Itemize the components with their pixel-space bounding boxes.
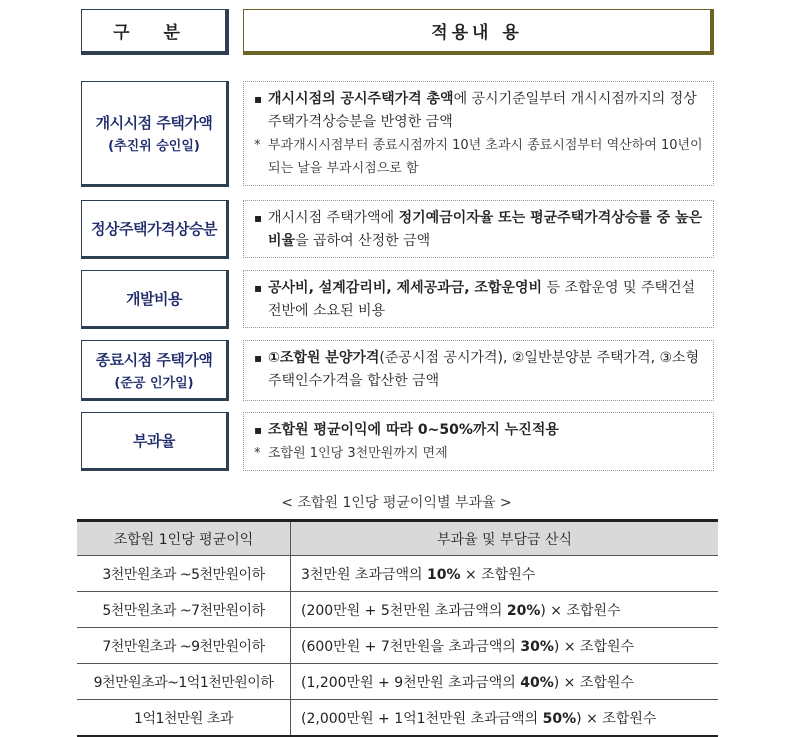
- rate-percent: 20%: [506, 602, 541, 619]
- rate-percent: 30%: [520, 638, 554, 655]
- table-row: [77, 664, 718, 700]
- formula-cell: [291, 700, 719, 737]
- row-content-levy-rate: [243, 412, 714, 471]
- row-content-start-value: [243, 81, 714, 186]
- levy-rate-table: [77, 519, 718, 737]
- row-label-normal-increase: [81, 200, 229, 259]
- note-line: [254, 442, 705, 465]
- rate-percent: 50%: [542, 710, 577, 727]
- row-label-main: 개시시점 주택가액: [95, 114, 213, 132]
- emphasis-text: 개시시점의 공시주택가격 총액: [268, 91, 454, 107]
- line-text: [268, 347, 705, 393]
- plain-text: 을 곱하여 산정한 금액: [295, 233, 431, 249]
- emphasis-text: ①조합원 분양가격: [268, 350, 380, 366]
- asterisk-marker: *: [254, 446, 261, 461]
- row-label-main: 정상주택가격상승분: [91, 220, 217, 238]
- formula-cell: [291, 556, 719, 592]
- line-text: [268, 419, 705, 442]
- note-line: [254, 134, 705, 180]
- bullet-line: [254, 277, 705, 323]
- plain-text: 부과개시시점부터 종료시점까지 10년 초과시 종료시점부터 역산하여 10년이 되는 날을 부과시점으로 함: [268, 138, 703, 176]
- row-label-main: 종료시점 주택가액: [95, 350, 213, 369]
- profit-range-cell: 7천만원초과 ~9천만원이하: [77, 628, 291, 664]
- row-content-normal-increase: [243, 200, 714, 258]
- plain-text: (준공시점 공시가격), ②일반분양분 주택가격, ③소형주택인수가격을 합산한 금액: [268, 350, 700, 389]
- table-row: [77, 700, 718, 737]
- table-header-row: [77, 521, 718, 556]
- profit-range-cell: 9천만원초과~1억1천만원이하: [77, 664, 291, 700]
- square-bullet-icon: ▪: [254, 92, 263, 106]
- column-header-profit: 조합원 1인당 평균이익: [77, 521, 291, 556]
- row-label-development-cost: [81, 270, 229, 329]
- row-label-sub: (추진위 승인일): [108, 139, 200, 154]
- formula-text: ) × 조합원수: [553, 638, 635, 655]
- formula-text: (600만원 + 7천만원을 초과금액의: [301, 638, 521, 655]
- plain-text: 조합원 1인당 3천만원까지 면제: [268, 446, 448, 461]
- profit-range-cell: 3천만원초과 ~5천만원이하: [77, 556, 291, 592]
- emphasis-text: 공사비, 설계감리비, 제세공과금, 조합운영비: [268, 280, 543, 296]
- emphasis-text: 조합원 평균이익에 따라 0~50%까지 누진적용: [268, 422, 559, 438]
- row-label-main: 부과율: [133, 432, 175, 450]
- table-row: [77, 592, 718, 628]
- header-category: 구 분: [81, 9, 229, 55]
- plain-text: 에 공시기준일부터 개시시점까지의 정상주택가격상승분을 반영한 금액: [268, 91, 697, 130]
- formula-text: (2,000만원 + 1억1천만원 초과금액의: [301, 710, 543, 727]
- plain-text: 등 조합운영 및 주택건설 전반에 소요된 비용: [268, 280, 696, 319]
- line-text: [268, 88, 705, 134]
- asterisk-marker: *: [254, 138, 261, 153]
- row-label-sub: (준공 인가일): [114, 375, 194, 391]
- table-caption: < 조합원 1인당 평균이익별 부과율 >: [281, 495, 512, 511]
- square-bullet-icon: ▪: [254, 211, 263, 225]
- formula-cell: [291, 592, 719, 628]
- table-row: [77, 556, 718, 592]
- row-content-development-cost: [243, 270, 714, 328]
- formula-cell: [291, 628, 719, 664]
- row-label-main: 개발비용: [126, 290, 182, 308]
- formula-text: ) × 조합원수: [553, 674, 634, 691]
- rate-percent: 40%: [520, 674, 554, 691]
- formula-text: ) × 조합원수: [576, 710, 657, 727]
- profit-range-cell: 1억1천만원 초과: [77, 700, 291, 737]
- formula-text: × 조합원수: [460, 566, 536, 583]
- row-label-start-value: [81, 81, 229, 187]
- row-label-end-value: [81, 340, 229, 401]
- bullet-line: [254, 88, 705, 134]
- row-label-levy-rate: [81, 412, 229, 471]
- rate-percent: 10%: [427, 566, 461, 583]
- header-content: 적용내 용: [243, 9, 714, 55]
- column-header-formula: 부과율 및 부담금 산식: [291, 521, 719, 556]
- bullet-line: [254, 347, 705, 393]
- profit-range-cell: 5천만원초과 ~7천만원이하: [77, 592, 291, 628]
- line-text: [268, 277, 705, 323]
- row-content-end-value: [243, 340, 714, 401]
- bullet-line: [254, 419, 705, 442]
- formula-text: (1,200만원 + 9천만원 초과금액의: [301, 674, 521, 691]
- bullet-line: [254, 207, 705, 253]
- line-text: [268, 442, 705, 465]
- formula-text: 3천만원 초과금액의: [301, 566, 427, 583]
- square-bullet-icon: ▪: [254, 281, 263, 295]
- line-text: [268, 207, 705, 253]
- plain-text: 개시시점 주택가액에: [268, 210, 399, 226]
- formula-cell: [291, 664, 719, 700]
- formula-text: (200만원 + 5천만원 초과금액의: [301, 602, 507, 619]
- square-bullet-icon: ▪: [254, 351, 263, 365]
- square-bullet-icon: ▪: [254, 423, 263, 437]
- formula-text: ) × 조합원수: [540, 602, 621, 619]
- line-text: [268, 134, 705, 180]
- table-body: [77, 556, 718, 737]
- table-row: [77, 628, 718, 664]
- emphasis-text: 정기예금이자율 또는 평균주택가격상승률 중 높은 비율: [268, 210, 703, 249]
